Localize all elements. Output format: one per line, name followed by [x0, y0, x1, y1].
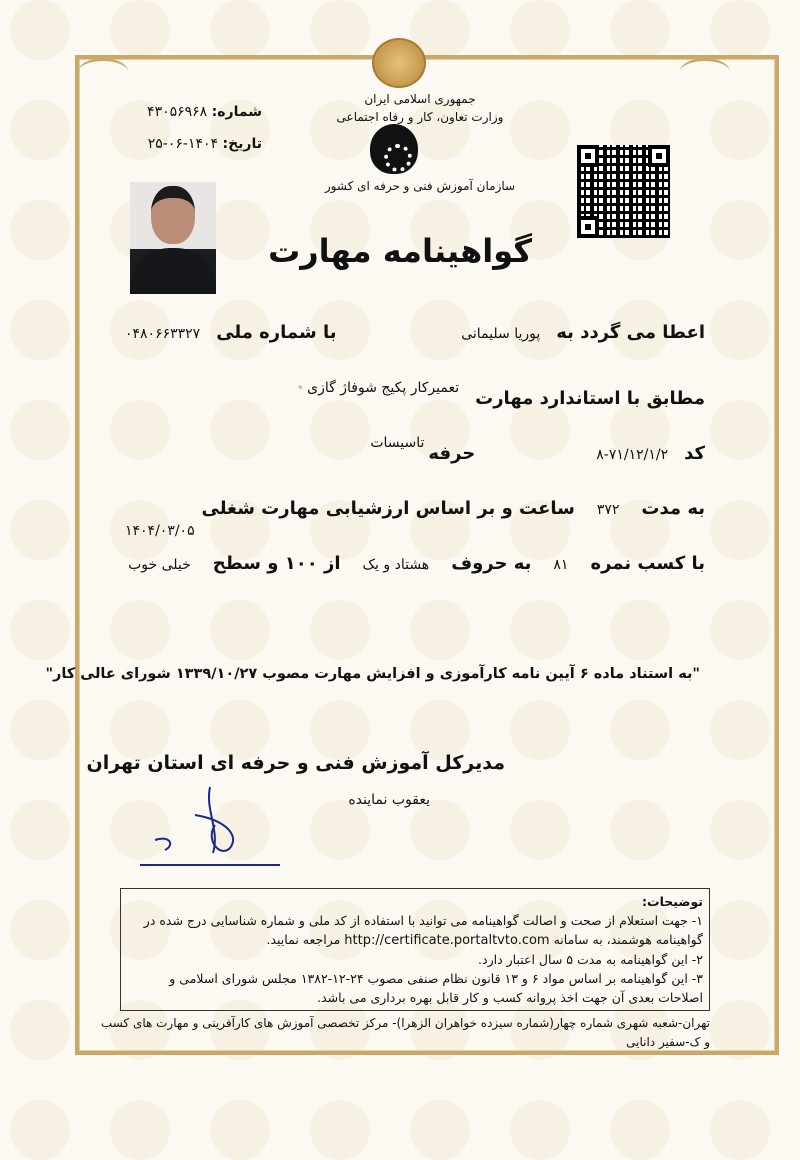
letters-label: به حروف: [451, 553, 532, 574]
hours-value: ۳۷۲: [596, 502, 620, 518]
recipient-row: [100, 322, 705, 343]
watermark-icon: [10, 700, 70, 760]
footer: [100, 1014, 710, 1052]
trade-label: حرفه: [428, 443, 476, 464]
assessment-label: ساعت و بر اساس ارزشیابی مهارت شغلی: [201, 498, 575, 519]
notes-box: [120, 888, 710, 1011]
watermark-icon: [10, 1000, 70, 1060]
signatory-name: یعقوب نماینده: [348, 792, 430, 808]
corner-ornament-icon: [78, 58, 128, 86]
duration-label: به مدت: [641, 498, 705, 519]
certificate-date: [148, 136, 262, 152]
watermark-icon: [610, 1100, 670, 1160]
note-1-text: ۱- جهت استعلام از صحت و اصالت گواهینامه می توانید با استفاده از کد ملی و شماره شناسایی درج شده در گواهینامه هوشمند، به سامانه: [143, 913, 703, 947]
note-1: [127, 911, 703, 950]
qr-code: [577, 145, 670, 238]
recipient-name: پوریا سلیمانی: [461, 326, 541, 342]
level-value: خیلی خوب: [128, 557, 191, 573]
number-label: شماره:: [211, 104, 262, 120]
watermark-icon: [10, 600, 70, 660]
duration-row: [100, 498, 705, 539]
watermark-icon: [710, 1100, 770, 1160]
bottom-section: [100, 888, 710, 1052]
organization-name: سازمان آموزش فنی و حرفه ای کشور: [324, 179, 516, 193]
watermark-icon: [10, 0, 70, 60]
footer-line-1: تهران-شعبه شهری شماره چهار(شماره سیزده خواهران الزهرا)- مرکز تخصصی آموزش های کارآفرینی و مهارت های کسب: [100, 1016, 710, 1030]
code-row: [100, 435, 705, 464]
note-2: ۲- این گواهینامه به مدت ۵ سال اعتبار دارد.: [478, 952, 703, 967]
footer-line-2: و ک-سفیر دانایی: [626, 1035, 710, 1049]
watermark-icon: [410, 1100, 470, 1160]
signatory-title: مدیرکل آموزش فنی و حرفه ای استان تهران: [86, 752, 505, 774]
watermark-icon: [210, 1100, 270, 1160]
watermark-icon: [10, 400, 70, 460]
watermark-icon: [10, 1100, 70, 1160]
ministry-name: وزارت تعاون، کار و رفاه اجتماعی: [336, 110, 504, 124]
standard-label: مطابق با استاندارد مهارت: [475, 388, 705, 409]
watermark-icon: [10, 500, 70, 560]
watermark-icon: [510, 0, 570, 60]
standard-row: [100, 380, 705, 409]
certificate-link[interactable]: http://certificate.portaltvto.com: [344, 933, 550, 948]
note-1-end: مراجعه نمایید.: [266, 932, 341, 947]
watermark-icon: [210, 0, 270, 60]
watermark-icon: [10, 900, 70, 960]
trade-value: تاسیسات: [370, 435, 425, 451]
standard-name: تعمیرکار پکیج شوفاژ گازی: [307, 380, 460, 396]
notes-heading: توضیحات:: [642, 894, 703, 909]
corner-ornament-icon: [680, 58, 730, 86]
watermark-icon: [10, 100, 70, 160]
watermark-icon: [110, 1100, 170, 1160]
score-letters: هشتاد و یک: [362, 557, 430, 573]
assessment-date: ۱۴۰۴/۰۳/۰۵: [125, 523, 195, 539]
certificate-number: [147, 104, 262, 120]
page-title: گواهینامه مهارت: [268, 232, 532, 270]
note-3: ۳- این گواهینامه بر اساس مواد ۶ و ۱۳ قانون نظام صنفی مصوب ۲۴-۱۲-۱۳۸۲ مجلس شورای اسلامی و اصلاحات بعدی آن جهت اخذ پروانه کسب و کار قابل بهره برداری می باشد.: [169, 971, 703, 1005]
signature: [135, 785, 285, 875]
watermark-icon: [110, 0, 170, 60]
watermark-icon: [10, 200, 70, 260]
date-value: ۱۴۰۴-۰۶-۲۵: [147, 136, 219, 152]
code-value: ۸-۷۱/۱۲/۱/۲: [596, 447, 669, 463]
watermark-icon: [510, 1100, 570, 1160]
granted-label: اعطا می گردد به: [556, 322, 705, 343]
standard-value: [298, 380, 459, 396]
score-row: [100, 553, 705, 574]
watermark-icon: [10, 300, 70, 360]
national-id-label: با شماره ملی: [216, 322, 337, 343]
emblem-icon: [372, 38, 426, 88]
date-label: تاریخ:: [222, 136, 262, 152]
score-value: ۸۱: [553, 557, 569, 573]
watermark-icon: [10, 800, 70, 860]
national-id: ۰۴۸۰۶۶۳۳۲۷: [125, 326, 201, 342]
country-name: جمهوری اسلامی ایران: [364, 92, 476, 106]
photo: [130, 182, 216, 294]
watermark-icon: [610, 0, 670, 60]
code-label: کد: [684, 443, 705, 464]
standard-mark: *: [297, 384, 303, 395]
watermark-icon: [710, 0, 770, 60]
number-value: ۴۳۰۵۶۹۶۸: [147, 104, 208, 120]
score-label: با کسب نمره: [590, 553, 705, 574]
legal-basis: "به استناد ماده ۶ آیین نامه کارآموزی و افزایش مهارت مصوب ۱۳۳۹/۱۰/۲۷ شورای عالی کار": [45, 666, 700, 682]
tvto-logo-icon: [370, 124, 418, 174]
watermark-icon: [310, 1100, 370, 1160]
level-label: از ۱۰۰ و سطح: [212, 553, 341, 574]
watermark-icon: [310, 0, 370, 60]
